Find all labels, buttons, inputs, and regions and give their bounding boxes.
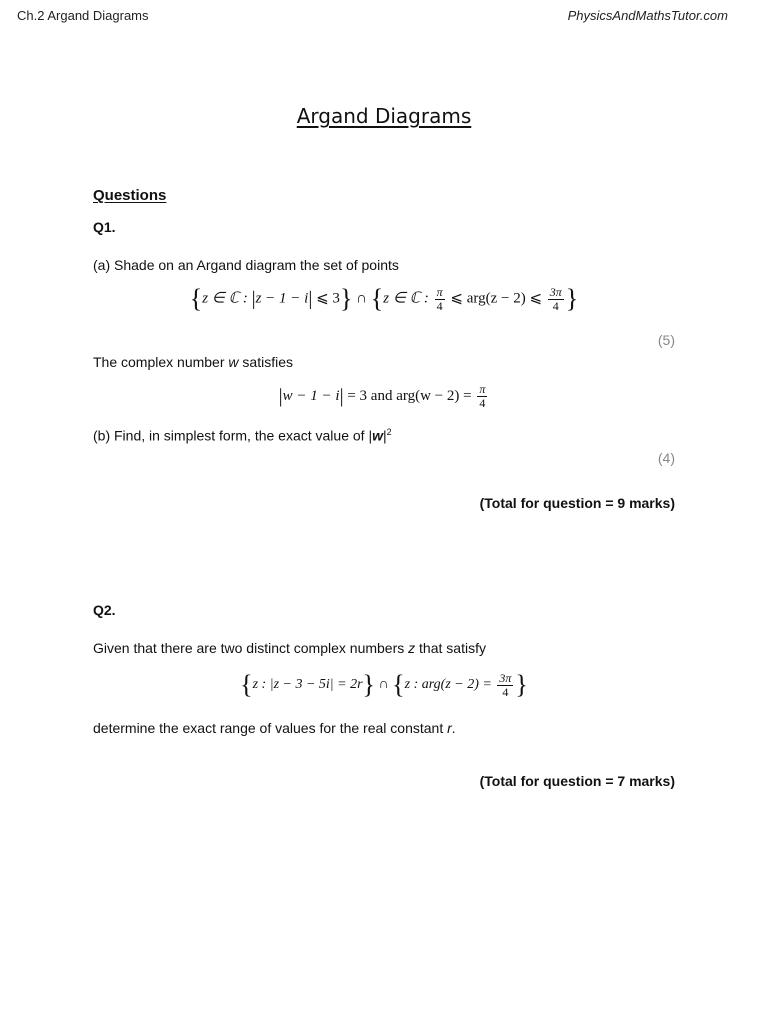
- q1-label: Q1.: [93, 219, 116, 235]
- q1-marks-b: (4): [657, 450, 675, 466]
- brace-open: {: [189, 284, 203, 313]
- q2-label: Q2.: [93, 602, 116, 618]
- q2-total: (Total for question = 7 marks): [479, 773, 675, 789]
- q2-equation: {z : |z − 3 − 5i| = 2r} ∩ {z : arg(z − 2) = $\frac{3\pi}{4}$ }: [240, 670, 528, 699]
- brace-close: }: [565, 284, 579, 313]
- q1-marks-a: (5): [657, 332, 675, 348]
- q1-intro-w: The complex number w satisfies: [93, 354, 293, 370]
- fraction: $\frac{\pi}{4}$: [436, 284, 443, 313]
- q1-total: (Total for question = 9 marks): [479, 495, 675, 511]
- section-heading: Questions: [93, 187, 167, 204]
- header-source: PhysicsAndMathsTutor.com: [567, 8, 728, 23]
- q2-intro: Given that there are two distinct complex numbers z that satisfy: [93, 640, 486, 656]
- q1-equation-set: {z ∈ ℂ : |z − 1 − i| ⩽ 3} ∩ {z ∈ ℂ : $\frac{\pi}{4}$ ⩽ arg(z − 2) ⩽ $\frac{3\pi}{4}$ }: [189, 284, 579, 313]
- fraction: $\frac{3\pi}{4}$: [499, 670, 512, 699]
- q1-part-b: (b) Find, in simplest form, the exact value of $|w|^2$: [93, 427, 392, 444]
- fraction: $\frac{\pi}{4}$: [479, 382, 486, 410]
- header-chapter: Ch.2 Argand Diagrams: [17, 8, 149, 23]
- q1-equation-w: |w − 1 − i| = 3 and arg(w − 2) = $\frac{\pi}{4}$: [278, 382, 486, 410]
- q2-determine: determine the exact range of values for the real constant r.: [93, 720, 456, 736]
- fraction: $\frac{3\pi}{4}$: [549, 284, 562, 313]
- q1-part-a: (a) Shade on an Argand diagram the set of points: [93, 257, 399, 273]
- page-title: Argand Diagrams: [296, 104, 472, 128]
